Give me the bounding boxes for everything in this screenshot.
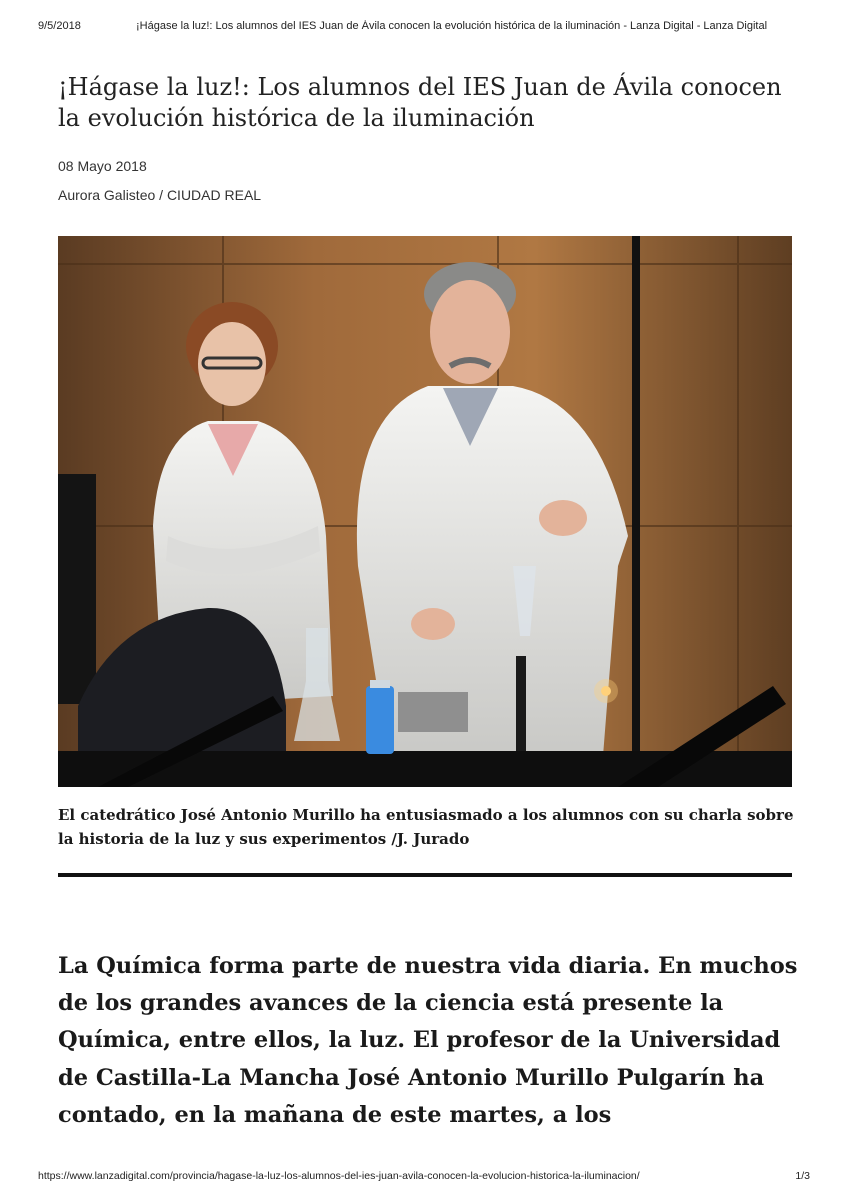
photo-caption: El catedrático José Antonio Murillo ha entusiasmado a los alumnos con su charla sobre la historia de la luz y sus experimentos /J. Jurado bbox=[58, 806, 794, 848]
print-date: 9/5/2018 bbox=[38, 20, 81, 32]
article-date: 08 Mayo 2018 bbox=[58, 158, 147, 174]
print-footer bbox=[38, 1170, 810, 1182]
article-lead-paragraph: La Química forma parte de nuestra vida diaria. En muchos de los grandes avances de la ciencia está presente la Química, entre ellos, la luz. El profesor de la Universidad de Castilla-La Mancha José Antonio Murillo Pulgarín ha contado, en la mañana de este martes, a los bbox=[58, 953, 798, 1128]
section-divider bbox=[58, 873, 792, 877]
article-byline: Aurora Galisteo / CIUDAD REAL bbox=[58, 187, 262, 203]
article-photo bbox=[58, 236, 792, 787]
print-url: https://www.lanzadigital.com/provincia/hagase-la-luz-los-alumnos-del-ies-juan-avila-conocen-la-evolucion-historica-la-iluminacion/ bbox=[38, 1170, 640, 1182]
page-number: 1/3 bbox=[795, 1170, 810, 1182]
print-page-title: ¡Hágase la luz!: Los alumnos del IES Juan de Ávila conocen la evolución histórica de la iluminación - Lanza Digital - Lanza Digital bbox=[136, 20, 768, 32]
article-headline: ¡Hágase la luz!: Los alumnos del IES Juan de Ávila conocen la evolución histórica de la iluminación bbox=[58, 73, 782, 132]
print-header bbox=[38, 20, 798, 32]
